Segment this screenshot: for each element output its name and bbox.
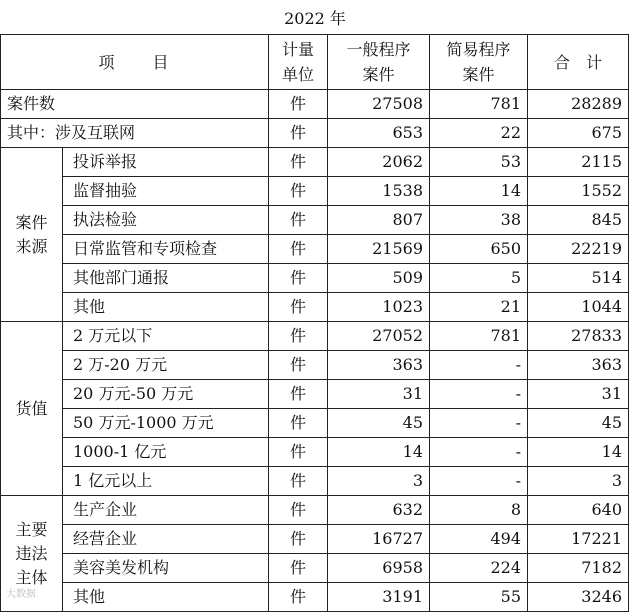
unit-cell: 件 xyxy=(269,235,328,264)
header-row xyxy=(1,35,629,90)
unit-cell: 件 xyxy=(269,496,328,525)
general-cell: 14 xyxy=(328,438,430,467)
unit-cell: 件 xyxy=(269,90,328,119)
total-cell: 514 xyxy=(528,264,629,293)
header-item: 项 目 xyxy=(1,35,269,90)
row-label: 日常监管和专项检查 xyxy=(63,235,269,264)
total-cell: 363 xyxy=(528,351,629,380)
row-label: 其他部门通报 xyxy=(63,264,269,293)
unit-cell: 件 xyxy=(269,206,328,235)
simple-cell: 21 xyxy=(430,293,528,322)
table-row xyxy=(1,90,629,119)
table-row xyxy=(1,264,629,293)
table-row xyxy=(1,409,629,438)
table-row xyxy=(1,380,629,409)
total-cell: 3 xyxy=(528,467,629,496)
row-label: 2 万-20 万元 xyxy=(63,351,269,380)
unit-cell: 件 xyxy=(269,409,328,438)
group-label: 主要 违法 主体 xyxy=(1,496,63,612)
simple-cell: 38 xyxy=(430,206,528,235)
table-row xyxy=(1,467,629,496)
simple-cell: - xyxy=(430,467,528,496)
statistics-table xyxy=(0,34,629,612)
row-label: 2 万元以下 xyxy=(63,322,269,351)
unit-cell: 件 xyxy=(269,322,328,351)
general-cell: 1023 xyxy=(328,293,430,322)
total-cell: 675 xyxy=(528,119,629,148)
simple-cell: 55 xyxy=(430,583,528,612)
unit-cell: 件 xyxy=(269,438,328,467)
row-label: 50 万元-1000 万元 xyxy=(63,409,269,438)
row-label: 1 亿元以上 xyxy=(63,467,269,496)
unit-cell: 件 xyxy=(269,177,328,206)
table-row xyxy=(1,148,629,177)
unit-cell: 件 xyxy=(269,293,328,322)
table-title: 2022 年 xyxy=(284,9,346,28)
simple-cell: - xyxy=(430,380,528,409)
table-row xyxy=(1,206,629,235)
row-label: 生产企业 xyxy=(63,496,269,525)
table-row xyxy=(1,554,629,583)
row-label: 经营企业 xyxy=(63,525,269,554)
total-cell: 1552 xyxy=(528,177,629,206)
table-row xyxy=(1,438,629,467)
total-cell: 3246 xyxy=(528,583,629,612)
total-cell: 31 xyxy=(528,380,629,409)
general-cell: 363 xyxy=(328,351,430,380)
general-cell: 1538 xyxy=(328,177,430,206)
table-row xyxy=(1,525,629,554)
table-row xyxy=(1,351,629,380)
row-label: 其他 xyxy=(63,583,269,612)
unit-cell: 件 xyxy=(269,264,328,293)
unit-cell: 件 xyxy=(269,554,328,583)
general-cell: 45 xyxy=(328,409,430,438)
table-row xyxy=(1,177,629,206)
general-cell: 3 xyxy=(328,467,430,496)
total-cell: 28289 xyxy=(528,90,629,119)
simple-cell: 224 xyxy=(430,554,528,583)
total-cell: 845 xyxy=(528,206,629,235)
unit-cell: 件 xyxy=(269,525,328,554)
total-cell: 27833 xyxy=(528,322,629,351)
row-label: 投诉举报 xyxy=(63,148,269,177)
general-cell: 653 xyxy=(328,119,430,148)
simple-cell: 494 xyxy=(430,525,528,554)
row-label: 美容美发机构 xyxy=(63,554,269,583)
total-cell: 7182 xyxy=(528,554,629,583)
total-cell: 1044 xyxy=(528,293,629,322)
total-cell: 22219 xyxy=(528,235,629,264)
group-label: 案件 来源 xyxy=(1,148,63,322)
watermark: 大数据 xyxy=(6,589,36,600)
total-cell: 2115 xyxy=(528,148,629,177)
row-label: 其中：涉及互联网 xyxy=(1,119,269,148)
total-cell: 640 xyxy=(528,496,629,525)
general-cell: 31 xyxy=(328,380,430,409)
simple-cell: 22 xyxy=(430,119,528,148)
table-row xyxy=(1,496,629,525)
header-general: 一般程序 案件 xyxy=(328,35,430,90)
row-label: 20 万元-50 万元 xyxy=(63,380,269,409)
total-cell: 45 xyxy=(528,409,629,438)
simple-cell: 8 xyxy=(430,496,528,525)
row-label: 执法检验 xyxy=(63,206,269,235)
row-label: 监督抽验 xyxy=(63,177,269,206)
general-cell: 6958 xyxy=(328,554,430,583)
general-cell: 632 xyxy=(328,496,430,525)
general-cell: 27052 xyxy=(328,322,430,351)
simple-cell: 650 xyxy=(430,235,528,264)
table-body xyxy=(1,35,629,612)
unit-cell: 件 xyxy=(269,119,328,148)
row-label: 1000-1 亿元 xyxy=(63,438,269,467)
simple-cell: - xyxy=(430,351,528,380)
general-cell: 3191 xyxy=(328,583,430,612)
table-row xyxy=(1,119,629,148)
unit-cell: 件 xyxy=(269,351,328,380)
general-cell: 16727 xyxy=(328,525,430,554)
simple-cell: 5 xyxy=(430,264,528,293)
table-row xyxy=(1,322,629,351)
unit-cell: 件 xyxy=(269,380,328,409)
simple-cell: 53 xyxy=(430,148,528,177)
simple-cell: 781 xyxy=(430,90,528,119)
group-label: 货值 xyxy=(1,322,63,496)
simple-cell: - xyxy=(430,438,528,467)
table-row xyxy=(1,293,629,322)
header-simple: 简易程序 案件 xyxy=(430,35,528,90)
table-row xyxy=(1,235,629,264)
header-unit: 计量 单位 xyxy=(269,35,328,90)
simple-cell: 781 xyxy=(430,322,528,351)
general-cell: 27508 xyxy=(328,90,430,119)
row-label: 案件数 xyxy=(1,90,269,119)
general-cell: 2062 xyxy=(328,148,430,177)
total-cell: 14 xyxy=(528,438,629,467)
header-total: 合 计 xyxy=(528,35,629,90)
general-cell: 807 xyxy=(328,206,430,235)
general-cell: 21569 xyxy=(328,235,430,264)
simple-cell: 14 xyxy=(430,177,528,206)
total-cell: 17221 xyxy=(528,525,629,554)
table-row xyxy=(1,583,629,612)
simple-cell: - xyxy=(430,409,528,438)
row-label: 其他 xyxy=(63,293,269,322)
unit-cell: 件 xyxy=(269,148,328,177)
general-cell: 509 xyxy=(328,264,430,293)
unit-cell: 件 xyxy=(269,467,328,496)
unit-cell: 件 xyxy=(269,583,328,612)
